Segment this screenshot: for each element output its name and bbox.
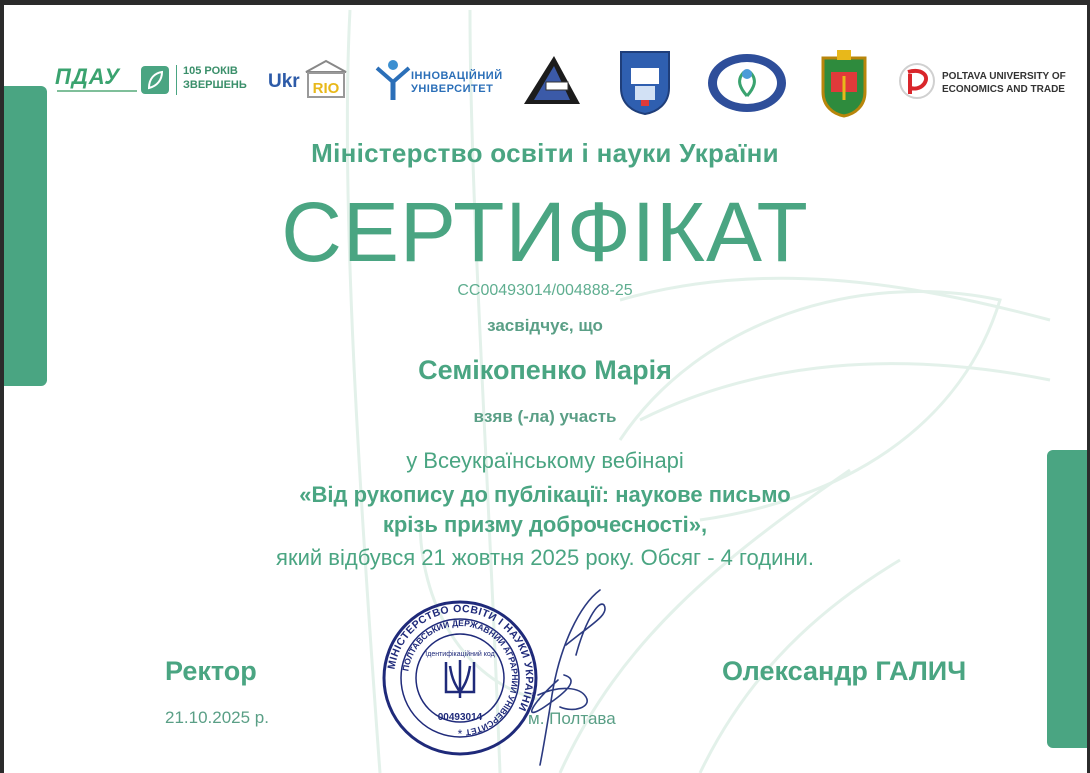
person-figure-icon	[375, 58, 411, 102]
certificate-number: СС00493014/004888-25	[457, 282, 633, 299]
stamp-inner-text: ПОЛТАВСЬКИЙ ДЕРЖАВНИЙ АГРАРНИЙ УНІВЕРСИТЕТ	[400, 617, 521, 738]
puet-line2: ECONOMICS AND TRADE	[942, 84, 1065, 95]
issue-city: м. Полтава	[528, 709, 616, 728]
ukrrio-rio-text: RIO	[312, 80, 340, 97]
leaf-icon	[141, 66, 169, 94]
webinar-details: який відбувся 21 жовтня 2025 року. Обсяг - 4 години.	[276, 545, 814, 570]
webinar-intro: у Всеукраїнському вебінарі	[406, 448, 684, 473]
triangle-center-logo	[520, 52, 584, 108]
university-coat-of-arms	[817, 48, 871, 118]
rector-signature	[500, 585, 630, 770]
recipient-name: Семікопенко Марія	[418, 355, 672, 385]
participation-text: взяв (-ла) участь	[473, 407, 617, 426]
certificate-title: СЕРТИФІКАТ	[281, 185, 809, 279]
ministry-heading: Міністерство освіти і науки України	[311, 138, 779, 168]
pdau-anniversary-line2: ЗВЕРШЕНЬ	[183, 79, 247, 91]
partner-logos-row	[0, 40, 1090, 125]
rector-label: Ректор	[165, 656, 257, 686]
pdau-anniversary-line1: 105 РОКІВ	[183, 65, 238, 77]
innovative-university-logo	[375, 58, 505, 102]
certifies-text: засвідчує, що	[487, 316, 603, 335]
puet-emblem-icon	[898, 62, 936, 100]
signer-name: Олександр ГАЛИЧ	[722, 656, 967, 686]
innovative-university-line1: ІННОВАЦІЙНИЙ	[411, 70, 503, 82]
ukrrio-logo	[268, 58, 350, 102]
pdau-logo	[55, 62, 270, 102]
ukrrio-ukr-text: Ukr	[268, 71, 300, 92]
trident-icon	[446, 660, 474, 698]
poltava-economics-logo	[898, 62, 1068, 102]
issue-date: 21.10.2025 р.	[165, 708, 269, 727]
puet-line1: POLTAVA UNIVERSITY OF	[942, 71, 1066, 82]
stamp-id-label: Ідентифікаційний код	[425, 651, 495, 658]
stamp-outer-text: МІНІСТЕРСТВО ОСВІТИ І НАУКИ УКРАЇНИ	[385, 602, 536, 714]
building-icon	[302, 58, 350, 100]
stamp-star: *	[457, 727, 463, 741]
pdau-logo-text: ПДАУ	[55, 64, 121, 89]
innovative-university-line2: УНІВЕРСИТЕТ	[411, 83, 494, 95]
webinar-title-line1: «Від рукопису до публікації: наукове письмо	[299, 482, 791, 507]
webinar-title-line2: крізь призму доброчесності»,	[382, 512, 708, 537]
polissia-university-emblem	[706, 52, 788, 114]
university-shield-emblem	[617, 48, 673, 116]
stamp-code: 00493014	[437, 712, 483, 723]
